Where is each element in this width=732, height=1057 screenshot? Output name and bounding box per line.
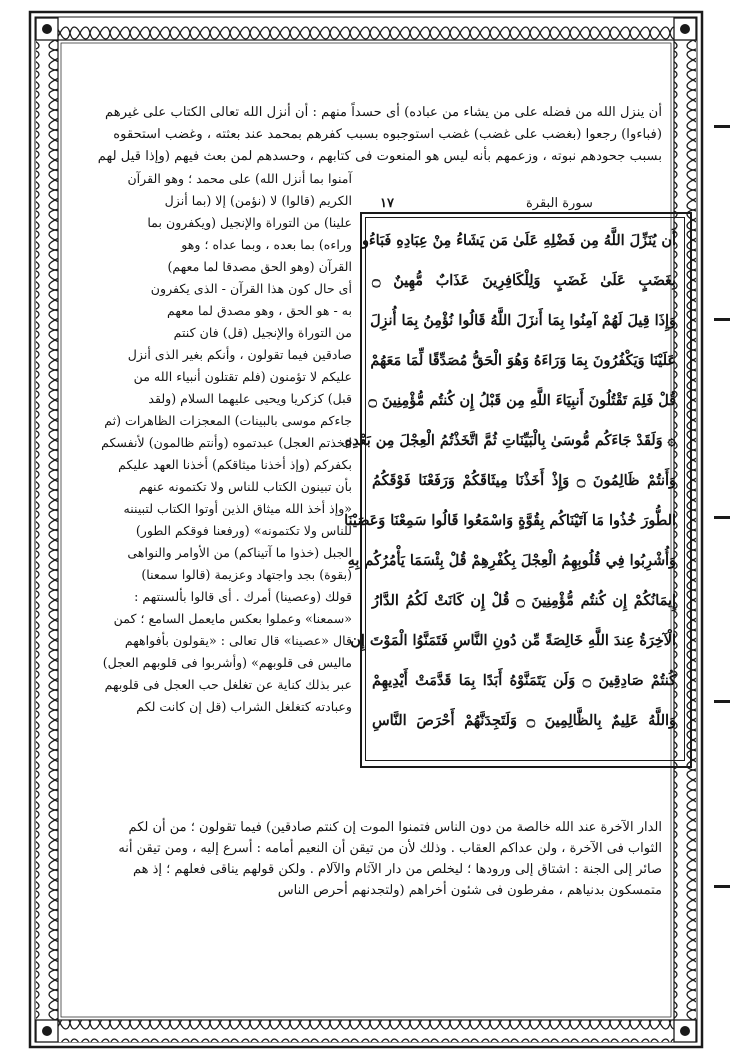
- commentary-side-line: الكريم (قالوا) لا (نؤمن) إلا (بما أنزل: [164, 193, 352, 208]
- commentary-side-line: (بقوة) بجد واجتهاد وعزيمة (قالوا سمعنا): [141, 567, 352, 582]
- commentary-side-line: جاءكم موسى بالبينات) المعجزات الظاهرات (ثم: [104, 413, 352, 428]
- commentary-side-line: ماليس فى قلوبهم» (وأشربوا فى قلوبهم العجل): [102, 655, 352, 670]
- commentary-side-line: علينا) من التوراة والإنجيل (ويكفرون بما: [147, 215, 352, 230]
- commentary-side-line: صادقين فيما تقولون ، وأنكم بغير الذى أنزل: [127, 347, 352, 362]
- commentary-side-line: اتخذتم العجل) عبدتموه (وأنتم ظالمون) لأنفسكم: [101, 435, 352, 450]
- quran-line: بِغَضَبٍ عَلَىٰ غَضَبٍ وَلِلْكَافِرِينَ عَذَابٌ مُّهِينٌ ۝: [372, 272, 676, 289]
- commentary-side-line: الجبل (خذوا ما آتيناكم) من الأوامر والنواهى: [127, 545, 352, 560]
- commentary-top-line: (فباءوا) رجعوا (بغضب على غضب) غضب استوجبوه بسبب كفرهم بمحمد عند بعثته ، وغضب استحقوه: [113, 127, 662, 142]
- commentary-side-line: أى حال كون هذا القرآن - الذى يكفرون: [150, 281, 352, 296]
- commentary-side-line: قبل) كزكريا ويحيى عليهما السلام (ولقد: [148, 391, 352, 406]
- quran-line: وَأُشْرِبُوا فِي قُلُوبِهِمُ الْعِجْلَ بِكُفْرِهِمْ قُلْ بِئْسَمَا يَأْمُرُكُم بِهِ: [347, 552, 676, 569]
- commentary-side-line: عبر بذلك كناية عن تغلغل حب العجل فى قلوبهم: [104, 677, 352, 692]
- commentary-side-line: وعبادته كتغلغل الشراب (قل إن كانت لكم: [136, 699, 352, 714]
- quran-line: قُلْ فَلِمَ تَقْتُلُونَ أَنبِيَاءَ اللَّهِ مِن قَبْلُ إِن كُنتُم مُّؤْمِنِينَ ۝: [368, 392, 676, 409]
- surah-name: سورة البقرة: [526, 196, 593, 211]
- commentary-side-line: عليكم لا تؤمنون (فلم تقتلون أنبياء الله من: [133, 369, 352, 384]
- commentary-top-line: أن ينزل الله من فضله على من يشاء من عباده) أى حسداً منهم : أن أنزل الله تعالى الكتاب على غيرهم: [104, 105, 662, 120]
- commentary-side-line: آمنوا بما أنزل الله) على محمد ؛ وهو القرآن: [127, 171, 352, 186]
- commentary-side-line: بأن تبينون الكتاب للناس ولا تكتمونه عنهم: [138, 479, 352, 494]
- commentary-bottom-line: صائر إلى الجنة : اشتاق إلى ورودها ؛ ليخلص من دار الآثام والآلام . ولكن قولهم يناقى فعلهم ؛ إذ هم: [132, 862, 662, 877]
- commentary-bottom-line: الثواب فى الآخرة ، ولن عداكم العقاب . وذلك لأن من تيقن أن النعيم أمامه : أسرع إليه ، ومن تيقن أنه: [118, 841, 662, 856]
- commentary-bottom-line: متمسكون بدنياهم ، مفرطون فى شئون أخراهم (ولتجدنهم أحرص الناس: [277, 883, 662, 898]
- commentary-side-line: قال «عصينا» قال تعالى : «يقولون بأفواههم: [124, 633, 352, 648]
- commentary-top-line: بسبب جحودهم نبوته ، وزعمهم بأنه ليس هو المنعوت فى كتابهم ، وحسدهم لمن بعث فيهم (وإذا قيل لهم: [97, 149, 662, 164]
- quran-line: عَلَيْنَا وَيَكْفُرُونَ بِمَا وَرَاءَهُ وَهُوَ الْحَقُّ مُصَدِّقًا لِّمَا مَعَهُمْ: [370, 352, 676, 369]
- quran-line: وَإِذَا قِيلَ لَهُمْ آمِنُوا بِمَا أَنزَلَ اللَّهُ قَالُوا نُؤْمِنُ بِمَا أُنزِلَ: [370, 312, 676, 329]
- quran-line: وَاللَّهُ عَلِيمٌ بِالظَّالِمِينَ ۝ وَلَتَجِدَنَّهُمْ أَحْرَصَ النَّاسِ: [372, 712, 676, 729]
- commentary-bottom-line: الدار الآخرة عند الله خالصة من دون الناس فتمنوا الموت إن كنتم صادقين) فيما تقولون ؛ من أن لكم: [128, 820, 662, 835]
- page-number: ١٧: [380, 196, 394, 211]
- quran-line: كُنتُمْ صَادِقِينَ ۝ وَلَن يَتَمَنَّوْهُ أَبَدًا بِمَا قَدَّمَتْ أَيْدِيهِمْ: [372, 672, 676, 689]
- quran-line: الْآخِرَةُ عِندَ اللَّهِ خَالِصَةً مِّن دُونِ النَّاسِ فَتَمَنَّوُا الْمَوْتَ إِن: [350, 632, 676, 649]
- quran-line: أَن يُنَزِّلَ اللَّهُ مِن فَضْلِهِ عَلَىٰ مَن يَشَاءُ مِنْ عِبَادِهِ فَبَاءُو: [361, 232, 676, 249]
- commentary-side-line: قولك (وعصينا) أمرك . أى قالوا بألسنتهم :: [134, 589, 352, 604]
- commentary-side-line: بكفركم (وإذ أخذنا ميثاقكم) أخذنا العهد عليكم: [118, 457, 352, 472]
- commentary-side-line: «وإذ أخذ الله ميثاق الذين أوتوا الكتاب لتبيننه: [123, 501, 352, 516]
- commentary-side-line: للناس ولا تكتمونه» (ورفعنا فوقكم الطور): [135, 523, 352, 538]
- commentary-side-line: به - هو الحق ، وهو مصدق لما معهم: [167, 303, 352, 318]
- commentary-side-line: القرآن (وهو الحق مصدقا لما معهم): [167, 259, 352, 274]
- quran-line: إِيمَانُكُمْ إِن كُنتُم مُّؤْمِنِينَ ۝ قُلْ إِن كَانَتْ لَكُمُ الدَّارُ: [372, 592, 676, 609]
- commentary-side-line: وراءه) بما بعده ، وبما عداه ؛ وهو: [181, 237, 352, 252]
- quran-line: الطُّورَ خُذُوا مَا آتَيْنَاكُم بِقُوَّةٍ وَاسْمَعُوا قَالُوا سَمِعْنَا وَعَصَيْنَا: [344, 512, 676, 529]
- commentary-side-line: من التوراة والإنجيل (قل) فان كنتم: [173, 325, 352, 340]
- quran-line: وَأَنتُمْ ظَالِمُونَ ۝ وَإِذْ أَخَذْنَا مِيثَاقَكُمْ وَرَفَعْنَا فَوْقَكُمُ: [372, 472, 676, 489]
- quran-line: ۞ وَلَقَدْ جَاءَكُم مُّوسَىٰ بِالْبَيِّنَاتِ ثُمَّ اتَّخَذْتُمُ الْعِجْلَ مِن بَعْدِهِ: [344, 432, 676, 449]
- commentary-side-line: «سمعنا» وعملوا بعكس مايعمل السامع ؛ كمن: [113, 611, 352, 626]
